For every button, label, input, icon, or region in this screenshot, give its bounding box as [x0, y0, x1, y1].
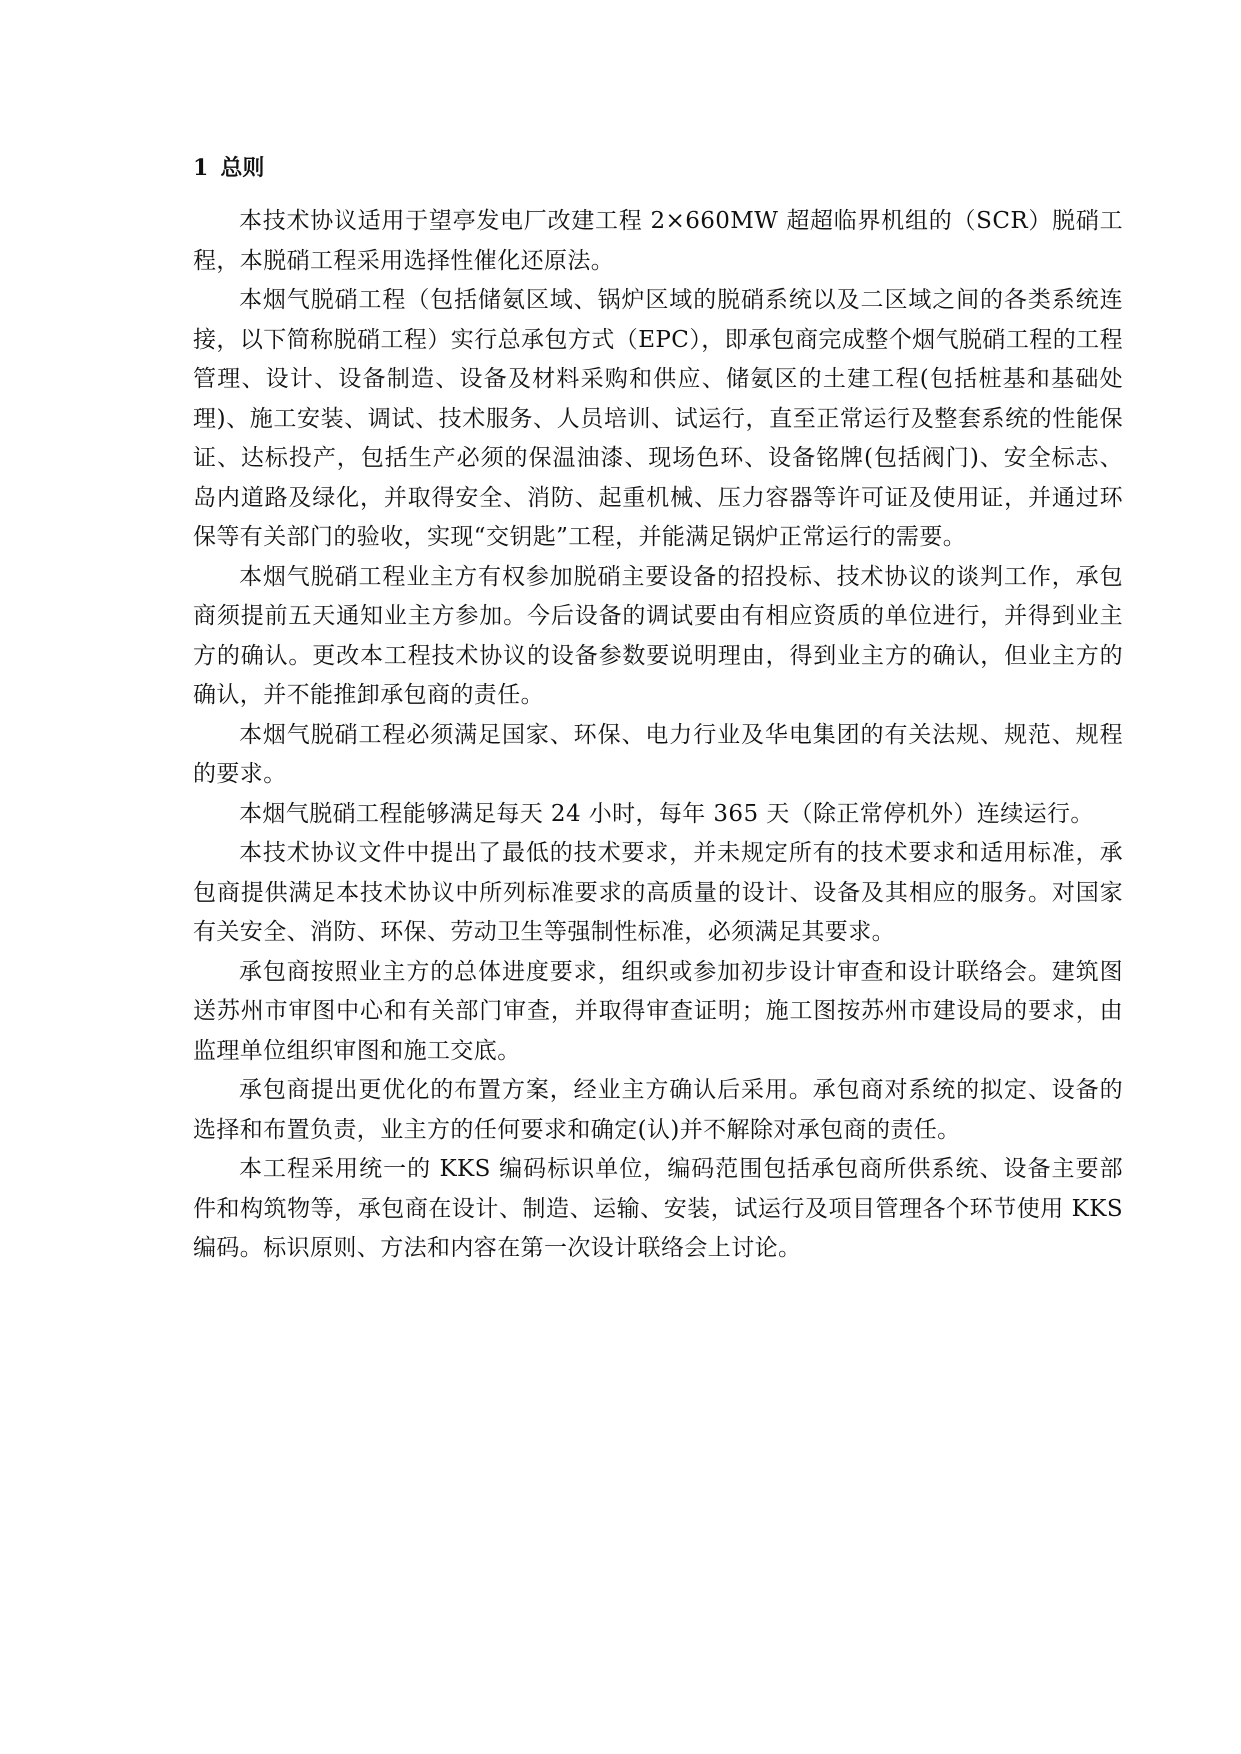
paragraph-minimum-requirements: 本技术协议文件中提出了最低的技术要求，并未规定所有的技术要求和适用标准，承包商提供满足本技术协议中所列标准要求的高质量的设计、设备及其相应的服务。对国家有关安全、消防、环保、劳动卫生等强制性标准，必须满足其要求。: [193, 840, 1123, 945]
paragraph-regulations: 本烟气脱硝工程必须满足国家、环保、电力行业及华电集团的有关法规、规范、规程的要求。: [193, 721, 1123, 787]
paragraph-epc-scope: 本烟气脱硝工程（包括储氨区域、锅炉区域的脱硝系统以及二区域之间的各类系统连接，以下简称脱硝工程）实行总承包方式（EPC），即承包商完成整个烟气脱硝工程的工程管理、设计、设备制造、设备及材料采购和供应、储氨区的土建工程(包括桩基和基础处理)、施工安装、调试、技术服务、人员培训、试运行，直至正常运行及整套系统的性能保证、达标投产，包括生产必须的保温油漆、现场色环、设备铭牌(包括阀门)、安全标志、岛内道路及绿化，并取得安全、消防、起重机械、压力容器等许可证及使用证，并通过环保等有关部门的验收，实现“交钥匙”工程，并能满足锅炉正常运行的需要。: [193, 287, 1123, 550]
section-heading: [193, 150, 1123, 186]
paragraph-scope: 本技术协议适用于望亭发电厂改建工程 2×660MW 超超临界机组的（SCR）脱硝工程，本脱硝工程采用选择性催化还原法。: [193, 208, 1123, 274]
paragraph-owner-rights: 本烟气脱硝工程业主方有权参加脱硝主要设备的招投标、技术协议的谈判工作，承包商须提前五天通知业主方参加。今后设备的调试要由有相应资质的单位进行，并得到业主方的确认。更改本工程技术协议的设备参数要说明理由，得到业主方的确认，但业主方的确认，并不能推卸承包商的责任。: [193, 563, 1123, 708]
paragraph-continuous-operation: 本烟气脱硝工程能够满足每天 24 小时，每年 365 天（除正常停机外）连续运行。: [239, 800, 1094, 827]
paragraph-kks-coding: 本工程采用统一的 KKS 编码标识单位，编码范围包括承包商所供系统、设备主要部件和构筑物等，承包商在设计、制造、运输、安装，试运行及项目管理各个环节使用 KKS 编码。标识原则、方法和内容在第一次设计联络会上讨论。: [193, 1156, 1123, 1261]
section-title: 总则: [220, 155, 265, 181]
paragraph-design-review: 承包商按照业主方的总体进度要求，组织或参加初步设计审查和设计联络会。建筑图送苏州市审图中心和有关部门审查，并取得审查证明；施工图按苏州市建设局的要求，由监理单位组织审图和施工交底。: [193, 958, 1123, 1064]
section-number: 1: [193, 155, 209, 181]
document-body: [193, 150, 1123, 1269]
paragraph-layout-optimization: 承包商提出更优化的布置方案，经业主方确认后采用。承包商对系统的拟定、设备的选择和布置负责，业主方的任何要求和确定(认)并不解除对承包商的责任。: [193, 1077, 1123, 1143]
